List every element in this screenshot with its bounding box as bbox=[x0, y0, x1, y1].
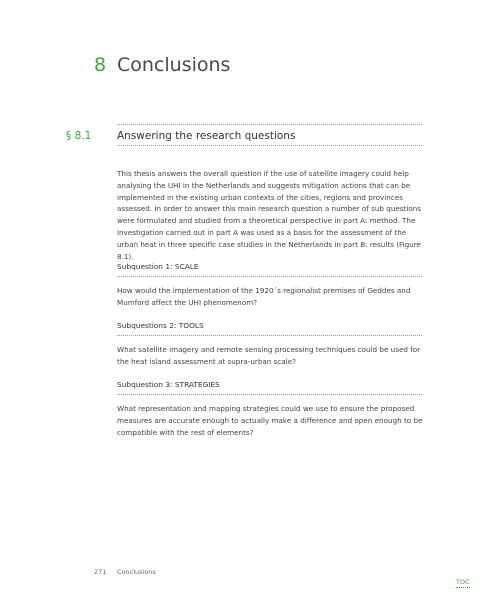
divider bbox=[117, 335, 422, 336]
footer-label: Conclusions bbox=[117, 568, 156, 576]
divider bbox=[117, 145, 422, 146]
subquestion-3-text: What representation and mapping strategies could we use to ensure the proposed measures are accurate enough to actually make a difference and open enough to be compatible with the rest of elements? bbox=[117, 404, 423, 437]
subquestion-1-heading: Subquestion 1: SCALE bbox=[117, 262, 199, 271]
subquestion-3-heading: Subquestion 3: STRATEGIES bbox=[117, 380, 220, 389]
divider bbox=[117, 394, 422, 395]
toc-link[interactable]: TOC bbox=[456, 578, 470, 586]
section-number: § 8.1 bbox=[66, 130, 92, 142]
chapter-title: Conclusions bbox=[117, 54, 231, 76]
subquestion-2-text: What satellite imagery and remote sensing processing techniques could be used for the heat island assessment at supra-urban scale? bbox=[117, 345, 421, 366]
section-title: Answering the research questions bbox=[117, 130, 296, 142]
divider bbox=[117, 124, 422, 125]
page-number: 271 bbox=[94, 568, 107, 576]
divider bbox=[117, 276, 422, 277]
intro-paragraph: This thesis answers the overall question if the use of satellite imagery could help analysing the UHI in the Netherlands and suggests mitigation actions that can be implemented in the existing urban contexts of the cities, regions and provinces assessed. In order to answer this main research question a number of sub questions were formulated and studied from a theoretical perspective in part A: method. The investigation carried out in part A was used as a basis for the assessment of the urban heat in three specific case studies in the Netherlands in part B: results (Figure 8.1). bbox=[117, 169, 422, 261]
subquestion-2-heading: Subquestions 2: TOOLS bbox=[117, 321, 204, 330]
chapter-number: 8 bbox=[94, 54, 107, 76]
subquestion-1-text: How would the implementation of the 1920´s regionalist premises of Geddes and Mumford affect the UHI phenomenom? bbox=[117, 286, 411, 307]
